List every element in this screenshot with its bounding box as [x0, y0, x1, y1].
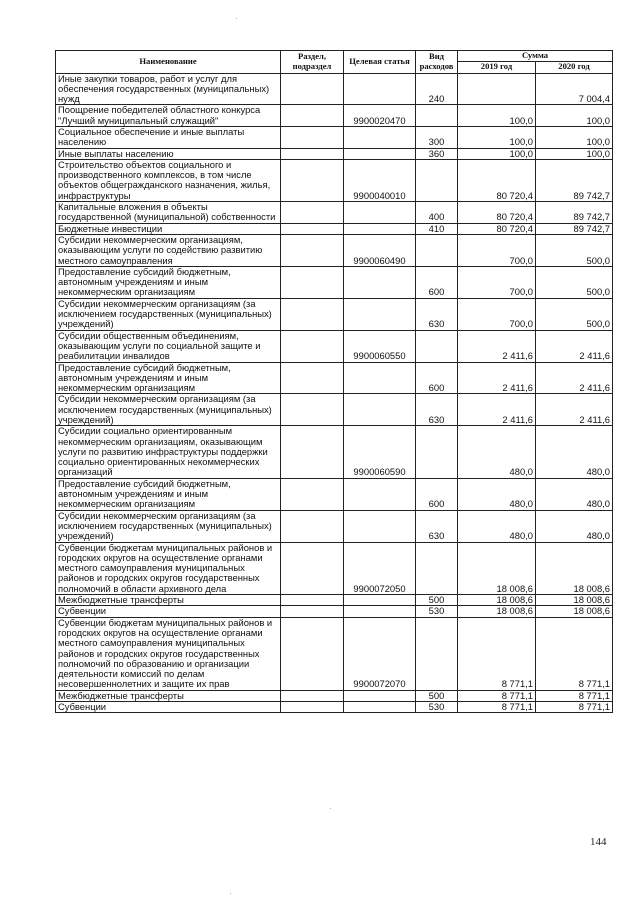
- cell-section: [281, 202, 344, 224]
- cell-target: [344, 478, 416, 510]
- header-name: Наименование: [56, 51, 281, 74]
- table-row: [56, 702, 613, 713]
- cell-target: [344, 595, 416, 606]
- cell-section: [281, 234, 344, 266]
- header-2019: 2019 год: [458, 61, 536, 73]
- cell-2019: 700,0: [458, 298, 536, 330]
- cell-name: Строительство объектов социального и производственного комплексов, в том числе объектов общегражданского назначения, жилья, инфраструктуры: [56, 159, 281, 201]
- cell-target: 9900060590: [344, 426, 416, 478]
- cell-type: [416, 105, 458, 127]
- cell-type: 600: [416, 478, 458, 510]
- cell-section: [281, 542, 344, 594]
- cell-type: 600: [416, 266, 458, 298]
- cell-2020: 500,0: [536, 234, 613, 266]
- cell-type: 630: [416, 394, 458, 426]
- cell-2019: 8 771,1: [458, 617, 536, 690]
- cell-section: [281, 105, 344, 127]
- cell-2020: 100,0: [536, 148, 613, 159]
- cell-2019: 8 771,1: [458, 690, 536, 701]
- cell-type: 530: [416, 702, 458, 713]
- cell-2020: 480,0: [536, 426, 613, 478]
- cell-2019: 18 008,6: [458, 542, 536, 594]
- cell-2019: 80 720,4: [458, 202, 536, 224]
- cell-2020: 2 411,6: [536, 330, 613, 362]
- cell-2019: 80 720,4: [458, 223, 536, 234]
- table-row: [56, 362, 613, 394]
- table-row: [56, 606, 613, 617]
- cell-section: [281, 362, 344, 394]
- cell-section: [281, 223, 344, 234]
- cell-2019: [458, 73, 536, 105]
- cell-2019: 100,0: [458, 126, 536, 148]
- header-target: Целевая статья: [344, 51, 416, 74]
- cell-target: [344, 298, 416, 330]
- cell-type: [416, 234, 458, 266]
- cell-type: 360: [416, 148, 458, 159]
- cell-2019: 18 008,6: [458, 606, 536, 617]
- cell-section: [281, 510, 344, 542]
- cell-target: [344, 202, 416, 224]
- cell-2020: 480,0: [536, 478, 613, 510]
- cell-2020: 100,0: [536, 126, 613, 148]
- header-type: Вид расходов: [416, 51, 458, 74]
- table-row: [56, 234, 613, 266]
- table-row: [56, 202, 613, 224]
- cell-section: [281, 330, 344, 362]
- table-row: [56, 298, 613, 330]
- cell-section: [281, 298, 344, 330]
- cell-name: Социальное обеспечение и иные выплаты населению: [56, 126, 281, 148]
- cell-target: [344, 690, 416, 701]
- cell-section: [281, 617, 344, 690]
- cell-type: 400: [416, 202, 458, 224]
- cell-name: Субсидии некоммерческим организациям (за исключением государственных (муниципальных) учреждений): [56, 510, 281, 542]
- cell-name: Субсидии некоммерческим организациям, оказывающим услуги по содействию развитию местного самоуправления: [56, 234, 281, 266]
- budget-page: [55, 50, 612, 713]
- cell-2020: 500,0: [536, 266, 613, 298]
- cell-2019: 480,0: [458, 478, 536, 510]
- cell-section: [281, 148, 344, 159]
- table-row: [56, 105, 613, 127]
- cell-2020: 18 008,6: [536, 595, 613, 606]
- table-row: [56, 266, 613, 298]
- cell-type: [416, 159, 458, 201]
- cell-section: [281, 426, 344, 478]
- table-row: [56, 330, 613, 362]
- cell-target: [344, 73, 416, 105]
- cell-name: Межбюджетные трансферты: [56, 595, 281, 606]
- cell-type: 600: [416, 362, 458, 394]
- cell-2020: 8 771,1: [536, 702, 613, 713]
- cell-2020: 8 771,1: [536, 617, 613, 690]
- cell-target: [344, 394, 416, 426]
- table-row: [56, 426, 613, 478]
- cell-2020: 89 742,7: [536, 159, 613, 201]
- cell-name: Субсидии некоммерческим организациям (за исключением государственных (муниципальных) учреждений): [56, 298, 281, 330]
- cell-section: [281, 702, 344, 713]
- cell-name: Предоставление субсидий бюджетным, автономным учреждениям и иным некоммерческим организациям: [56, 266, 281, 298]
- cell-2019: 2 411,6: [458, 394, 536, 426]
- cell-name: Субсидии социально ориентированным некоммерческим организациям, оказывающим услуги по развитию инфраструктуры поддержки социально ориентированных некоммерческих организаций: [56, 426, 281, 478]
- budget-table: [55, 50, 613, 713]
- cell-2019: 480,0: [458, 426, 536, 478]
- table-row: [56, 73, 613, 105]
- cell-2020: 89 742,7: [536, 202, 613, 224]
- table-row: [56, 126, 613, 148]
- cell-name: Предоставление субсидий бюджетным, автономным учреждениям и иным некоммерческим организациям: [56, 478, 281, 510]
- cell-name: Субвенции: [56, 702, 281, 713]
- cell-2019: 2 411,6: [458, 330, 536, 362]
- cell-name: Предоставление субсидий бюджетным, автономным учреждениям и иным некоммерческим организациям: [56, 362, 281, 394]
- cell-target: [344, 510, 416, 542]
- cell-target: 9900060490: [344, 234, 416, 266]
- cell-target: 9900040010: [344, 159, 416, 201]
- cell-type: 300: [416, 126, 458, 148]
- cell-2019: 100,0: [458, 148, 536, 159]
- cell-type: [416, 542, 458, 594]
- cell-target: 9900020470: [344, 105, 416, 127]
- cell-target: [344, 702, 416, 713]
- page-number: 144: [590, 836, 607, 848]
- cell-type: 240: [416, 73, 458, 105]
- cell-2020: 2 411,6: [536, 362, 613, 394]
- cell-2019: 80 720,4: [458, 159, 536, 201]
- cell-type: 530: [416, 606, 458, 617]
- table-header: [56, 51, 613, 74]
- cell-name: Субвенции бюджетам муниципальных районов и городских округов на осуществление органами местного самоуправления муниципальных районов и городских округов государственных полномочий в области архивного дела: [56, 542, 281, 594]
- cell-name: Субвенции: [56, 606, 281, 617]
- cell-target: [344, 266, 416, 298]
- cell-type: [416, 617, 458, 690]
- cell-type: 410: [416, 223, 458, 234]
- cell-target: 9900072050: [344, 542, 416, 594]
- table-row: [56, 394, 613, 426]
- cell-type: 500: [416, 595, 458, 606]
- cell-2019: 100,0: [458, 105, 536, 127]
- cell-2020: 7 004,4: [536, 73, 613, 105]
- cell-type: 500: [416, 690, 458, 701]
- cell-type: 630: [416, 510, 458, 542]
- cell-2020: 18 008,6: [536, 542, 613, 594]
- cell-name: Иные закупки товаров, работ и услуг для обеспечения государственных (муниципальных) нужд: [56, 73, 281, 105]
- cell-type: 630: [416, 298, 458, 330]
- cell-2020: 89 742,7: [536, 223, 613, 234]
- cell-name: Субвенции бюджетам муниципальных районов и городских округов на осуществление органами местного самоуправления муниципальных районов и городских округов государственных полномочий по образованию и организации деятельности комиссий по делам несовершеннолетних и защите их прав: [56, 617, 281, 690]
- cell-2019: 8 771,1: [458, 702, 536, 713]
- cell-name: Бюджетные инвестиции: [56, 223, 281, 234]
- cell-2020: 480,0: [536, 510, 613, 542]
- scan-speck: [330, 808, 331, 809]
- cell-target: [344, 148, 416, 159]
- table-row: [56, 617, 613, 690]
- scan-speck: [236, 18, 237, 19]
- cell-2019: 2 411,6: [458, 362, 536, 394]
- table-row: [56, 595, 613, 606]
- header-section: Раздел, подраздел: [281, 51, 344, 74]
- cell-name: Субсидии общественным объединениям, оказывающим услуги по социальной защите и реабилитации инвалидов: [56, 330, 281, 362]
- cell-section: [281, 690, 344, 701]
- cell-section: [281, 73, 344, 105]
- cell-name: Поощрение победителей областного конкурса "Лучший муниципальный служащий": [56, 105, 281, 127]
- cell-name: Межбюджетные трансферты: [56, 690, 281, 701]
- cell-2020: 500,0: [536, 298, 613, 330]
- cell-2019: 18 008,6: [458, 595, 536, 606]
- scan-speck: [230, 893, 231, 894]
- cell-section: [281, 595, 344, 606]
- cell-section: [281, 394, 344, 426]
- cell-2019: 480,0: [458, 510, 536, 542]
- table-row: [56, 223, 613, 234]
- cell-section: [281, 126, 344, 148]
- cell-2020: 100,0: [536, 105, 613, 127]
- cell-section: [281, 606, 344, 617]
- table-row: [56, 478, 613, 510]
- cell-2020: 18 008,6: [536, 606, 613, 617]
- cell-target: 9900072070: [344, 617, 416, 690]
- table-row: [56, 690, 613, 701]
- cell-type: [416, 426, 458, 478]
- cell-2019: 700,0: [458, 234, 536, 266]
- header-2020: 2020 год: [536, 61, 613, 73]
- table-row: [56, 159, 613, 201]
- cell-section: [281, 159, 344, 201]
- cell-name: Иные выплаты населению: [56, 148, 281, 159]
- table-row: [56, 542, 613, 594]
- header-sum: Сумма: [458, 51, 613, 62]
- cell-section: [281, 266, 344, 298]
- cell-target: 9900060550: [344, 330, 416, 362]
- table-row: [56, 148, 613, 159]
- cell-target: [344, 126, 416, 148]
- cell-name: Капитальные вложения в объекты государственной (муниципальной) собственности: [56, 202, 281, 224]
- cell-section: [281, 478, 344, 510]
- cell-target: [344, 606, 416, 617]
- cell-2020: 8 771,1: [536, 690, 613, 701]
- table-row: [56, 510, 613, 542]
- cell-target: [344, 223, 416, 234]
- cell-type: [416, 330, 458, 362]
- cell-2019: 700,0: [458, 266, 536, 298]
- cell-name: Субсидии некоммерческим организациям (за исключением государственных (муниципальных) учреждений): [56, 394, 281, 426]
- cell-2020: 2 411,6: [536, 394, 613, 426]
- cell-target: [344, 362, 416, 394]
- table-body: [56, 73, 613, 713]
